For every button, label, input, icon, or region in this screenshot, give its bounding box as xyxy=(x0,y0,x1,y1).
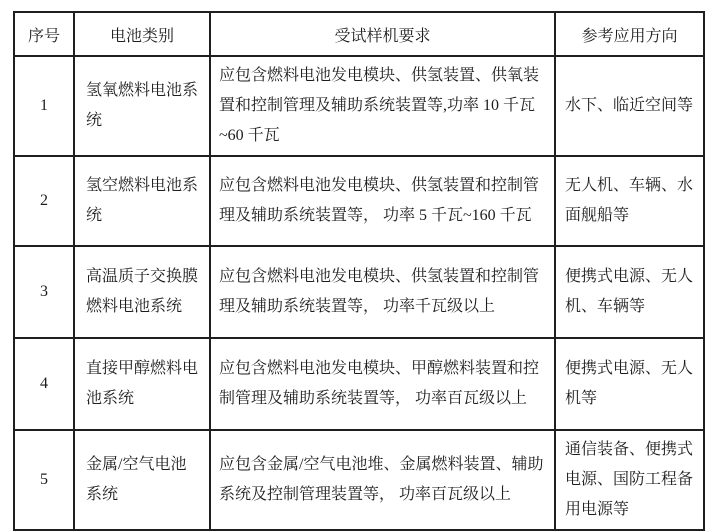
cell-category: 金属/空气电池系统 xyxy=(74,430,210,530)
cell-requirement: 应包含燃料电池发电模块、甲醇燃料装置和控制管理及辅助系统装置等， 功率百瓦级以上 xyxy=(210,338,555,430)
cell-application: 便携式电源、无人机等 xyxy=(555,338,704,430)
table-row xyxy=(14,430,704,530)
cell-requirement: 应包含燃料电池发电模块、供氢装置和控制管理及辅助系统装置等， 功率千瓦级以上 xyxy=(210,246,555,338)
cell-category: 高温质子交换膜燃料电池系统 xyxy=(74,246,210,338)
table-row xyxy=(14,156,704,246)
cell-no: 5 xyxy=(14,430,74,530)
cell-no: 2 xyxy=(14,156,74,246)
table-row xyxy=(14,56,704,156)
cell-application: 通信装备、便携式电源、国防工程备用电源等 xyxy=(555,430,704,530)
col-header-category: 电池类别 xyxy=(74,12,210,56)
table-row xyxy=(14,246,704,338)
battery-spec-table xyxy=(13,11,705,531)
cell-requirement: 应包含燃料电池发电模块、供氢装置和控制管理及辅助系统装置等， 功率 5 千瓦~160 千瓦 xyxy=(210,156,555,246)
cell-category: 氢空燃料电池系统 xyxy=(74,156,210,246)
cell-requirement: 应包含燃料电池发电模块、供氢装置、供氧装置和控制管理及辅助系统装置等,功率 10 千瓦~60 千瓦 xyxy=(210,56,555,156)
cell-application: 无人机、车辆、水面舰船等 xyxy=(555,156,704,246)
cell-requirement: 应包含金属/空气电池堆、金属燃料装置、辅助系统及控制管理装置等， 功率百瓦级以上 xyxy=(210,430,555,530)
header-row xyxy=(14,12,704,56)
cell-application: 水下、临近空间等 xyxy=(555,56,704,156)
col-header-no: 序号 xyxy=(14,12,74,56)
cell-category: 直接甲醇燃料电池系统 xyxy=(74,338,210,430)
table-row xyxy=(14,338,704,430)
cell-no: 1 xyxy=(14,56,74,156)
col-header-application: 参考应用方向 xyxy=(555,12,704,56)
cell-category: 氢氧燃料电池系统 xyxy=(74,56,210,156)
battery-spec-table-container xyxy=(13,11,705,531)
cell-no: 3 xyxy=(14,246,74,338)
cell-no: 4 xyxy=(14,338,74,430)
cell-application: 便携式电源、无人机、车辆等 xyxy=(555,246,704,338)
col-header-requirement: 受试样机要求 xyxy=(210,12,555,56)
